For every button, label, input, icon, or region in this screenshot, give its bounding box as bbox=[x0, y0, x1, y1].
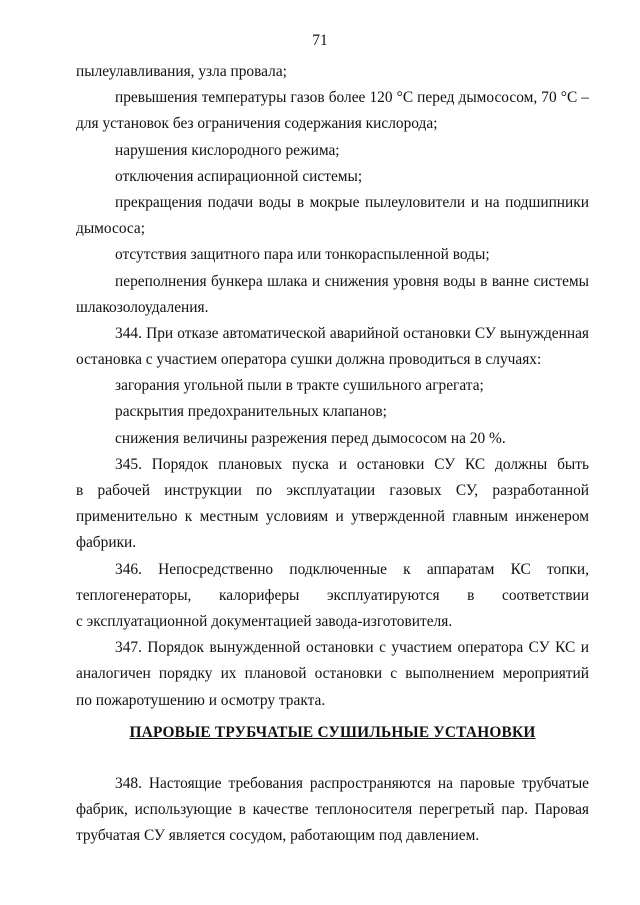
text-line: 344. При отказе автоматической аварийной остановки СУ вынужденная bbox=[115, 324, 589, 342]
text-line: теплогенераторы, калориферы эксплуатируются в соответствии bbox=[76, 586, 589, 604]
text-line: применительно к местным условиям и утвержденной главным инженером bbox=[76, 508, 589, 526]
text-line: дымососа; bbox=[76, 220, 146, 238]
page-number: 71 bbox=[312, 32, 328, 49]
text-line: для установок без ограничения содержания кислорода; bbox=[76, 115, 438, 133]
text-line: снижения величины разрежения перед дымососом на 20 %. bbox=[115, 429, 506, 447]
text-line: загорания угольной пыли в тракте сушильного агрегата; bbox=[115, 377, 484, 395]
text-line: шлакозолоудаления. bbox=[76, 298, 209, 316]
text-line: 347. Порядок вынужденной остановки с участием оператора СУ КС и bbox=[115, 639, 589, 657]
text-line: пылеулавливания, узла провала; bbox=[76, 63, 287, 80]
text-line: фабрик, использующие в качестве теплоносителя перегретый пар. Паровая bbox=[76, 801, 589, 819]
text-line: нарушения кислородного режима; bbox=[115, 141, 340, 159]
text-line: аналогичен порядку их плановой остановки с выполнением мероприятий bbox=[76, 665, 589, 683]
section-heading: ПАРОВЫЕ ТРУБЧАТЫЕ СУШИЛЬНЫЕ УСТАНОВКИ bbox=[129, 723, 536, 741]
text-block-after-heading bbox=[76, 771, 589, 850]
text-line: 346. Непосредственно подключенные к аппаратам КС топки, bbox=[115, 560, 589, 578]
spacer bbox=[76, 746, 589, 771]
text-line: по пожаротушению и осмотру тракта. bbox=[76, 691, 326, 709]
text-line: переполнения бункера шлака и снижения уровня воды в ванне системы bbox=[115, 272, 589, 290]
text-line: 348. Настоящие требования распространяются на паровые трубчатые bbox=[115, 774, 589, 792]
text-line: трубчатая СУ является сосудом, работающим под давлением. bbox=[76, 827, 480, 845]
text-line: прекращения подачи воды в мокрые пылеуловители и на подшипники bbox=[115, 193, 589, 211]
text-line: отсутствия защитного пара или тонкораспыленной воды; bbox=[115, 246, 490, 264]
text-line: остановка с участием оператора сушки должна проводиться в случаях: bbox=[76, 351, 542, 369]
text-line: превышения температуры газов более 120 °С перед дымососом, 70 °С – bbox=[115, 89, 589, 107]
text-line: фабрики. bbox=[76, 534, 137, 552]
text-line: раскрытия предохранительных клапанов; bbox=[115, 403, 387, 421]
text-line: в рабочей инструкции по эксплуатации газовых СУ, разработанной bbox=[76, 482, 589, 499]
text-line: отключения аспирационной системы; bbox=[115, 167, 363, 185]
text-line: с эксплуатационной документацией завода-изготовителя. bbox=[76, 612, 453, 630]
document-body bbox=[76, 59, 589, 849]
text-line: 345. Порядок плановых пуска и остановки СУ КС должны быть bbox=[115, 455, 589, 473]
text-block-before-heading bbox=[76, 59, 589, 714]
